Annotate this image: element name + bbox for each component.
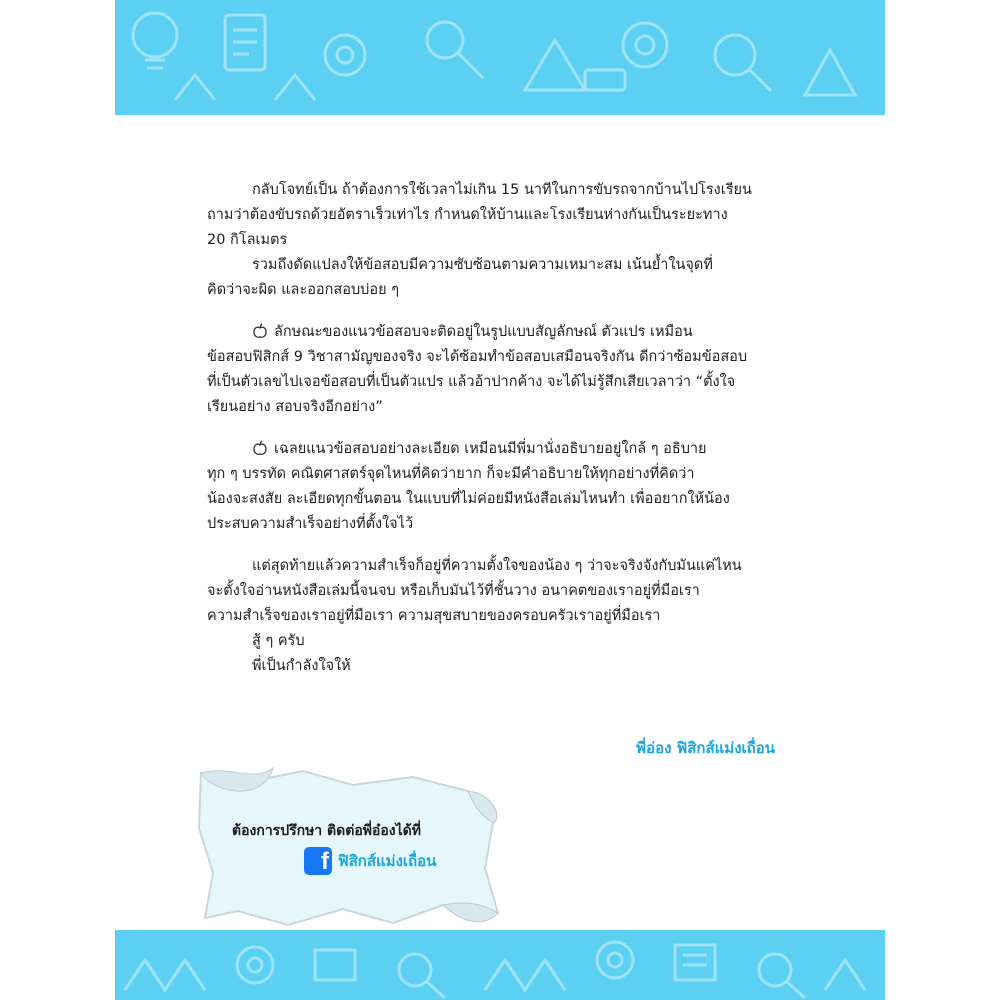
header-pattern-band: [115, 0, 885, 115]
bullet-line: ที่เป็นตัวเลขไปเจอข้อสอบที่เป็นตัวแปร แล้วอ้าปากค้าง จะได้ไม่รู้สึกเสียเวลาว่า “ตั้งใจ: [207, 374, 736, 390]
closing-line: พี่เป็นกำลังใจให้: [252, 658, 351, 674]
closing-line: สู้ ๆ ครับ: [252, 633, 305, 649]
bullet-line: [207, 437, 775, 462]
paragraph-line: คิดว่าจะผิด และออกสอบบ่อย ๆ: [207, 282, 399, 298]
closing-line: ความสำเร็จของเราอยู่ที่มือเรา ความสุขสบายของครอบครัวเราอยู่ที่มือเรา: [207, 608, 661, 624]
bullet-line: ประสบความสำเร็จอย่างที่ตั้งใจไว้: [207, 516, 414, 532]
bullet-line: ข้อสอบฟิสิกส์ 9 วิชาสามัญของจริง จะได้ซ้อมทำข้อสอบเสมือนจริงกัน ดีกว่าซ้อมข้อสอบ: [207, 349, 748, 365]
closing-line: แต่สุดท้ายแล้วความสำเร็จก็อยู่ที่ความตั้งใจของน้อง ๆ ว่าจะจริงจังกับมันแค่ไหน: [252, 558, 742, 574]
bullet-text: เฉลยแนวข้อสอบอย่างละเอียด เหมือนมีพี่มานั่งอธิบายอยู่ใกล้ ๆ อธิบาย: [274, 441, 707, 457]
doodle-pattern: [115, 930, 885, 1000]
bullet-line: น้องจะสงสัย ละเอียดทุกขั้นตอน ในแบบที่ไม่ค่อยมีหนังสือเล่มไหนทำ เพื่ออยากให้น้อง: [207, 491, 730, 507]
apple-icon: [252, 440, 268, 456]
doodle-pattern: [115, 0, 885, 115]
author-signature: พี่อ่อง ฟิสิกส์แม่งเถื่อน: [636, 739, 775, 757]
footer-pattern-band: [115, 930, 885, 1000]
contact-label: ต้องการปรึกษา ติดต่อพี่อ๋องได้ที่: [232, 823, 421, 839]
closing-line: จะตั้งใจอ่านหนังสือเล่มนี้จนจบ หรือเก็บมันไว้ที่ชั้นวาง อนาคตของเราอยู่ที่มือเรา: [207, 583, 700, 599]
intro-line: 20 กิโลเมตร: [207, 232, 288, 248]
body-text: [207, 178, 775, 679]
bullet-text: ลักษณะของแนวข้อสอบจะติดอยู่ในรูปแบบสัญลักษณ์ ตัวแปร เหมือน: [274, 324, 693, 340]
facebook-link[interactable]: [304, 846, 436, 876]
bullet-line: ทุก ๆ บรรทัด คณิตศาสตร์จุดไหนที่คิดว่ายาก ก็จะมีคำอธิบายให้ทุกอย่างที่คิดว่า: [207, 466, 695, 482]
paragraph-line: รวมถึงดัดแปลงให้ข้อสอบมีความซับซ้อนตามความเหมาะสม เน้นย้ำในจุดที่: [252, 257, 713, 273]
intro-line: กลับโจทย์เป็น ถ้าต้องการใช้เวลาไม่เกิน 15 นาทีในการขับรถจากบ้านไปโรงเรียน: [252, 182, 752, 198]
bullet-line: เรียนอย่าง สอบจริงอีกอย่าง”: [207, 399, 383, 415]
facebook-icon: f: [304, 847, 332, 875]
facebook-page-name: ฟิสิกส์แม่งเถื่อน: [338, 852, 437, 870]
apple-icon: [252, 323, 268, 339]
intro-line: ถามว่าต้องขับรถด้วยอัตราเร็วเท่าไร กำหนดให้บ้านและโรงเรียนห่างกันเป็นระยะทาง: [207, 207, 728, 223]
bullet-line: [207, 320, 775, 345]
